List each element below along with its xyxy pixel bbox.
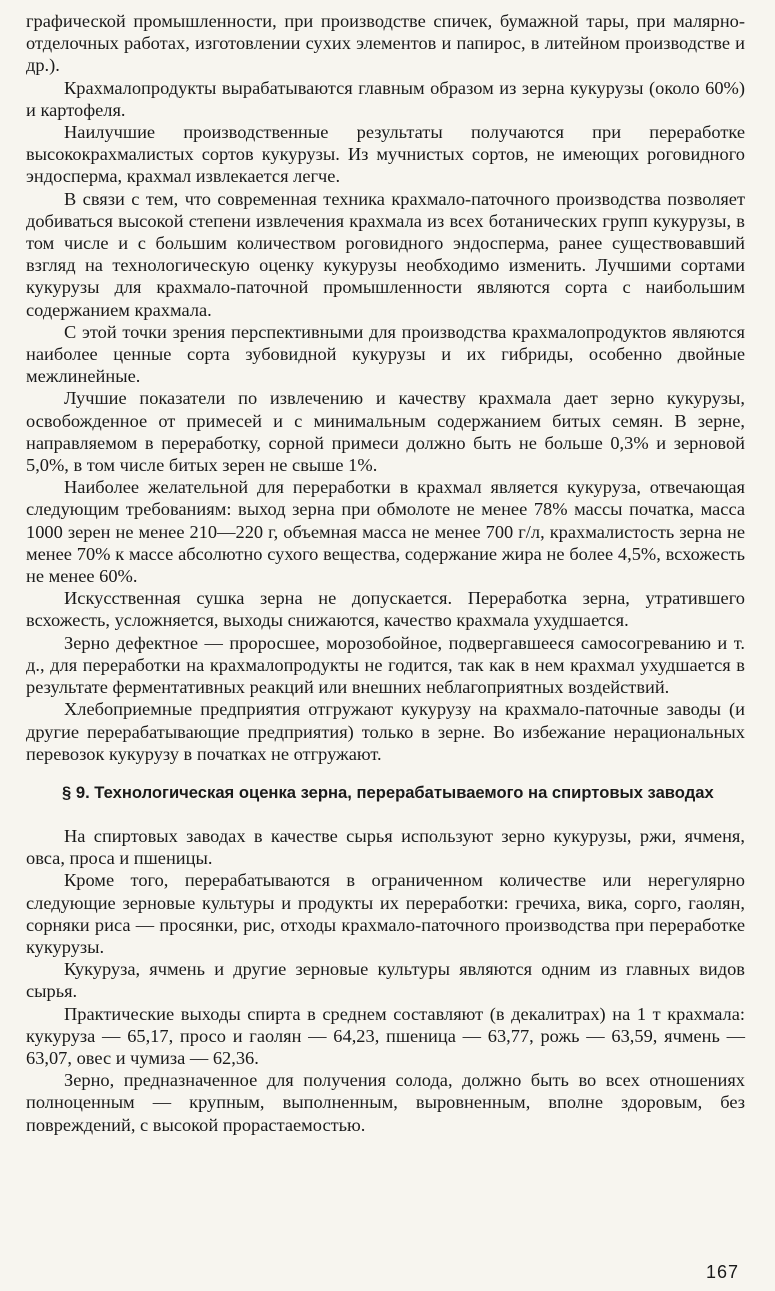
- paragraph: Крахмалопродукты вырабатываются главным образом из зерна кукурузы (около 60%) и картофеля.: [26, 77, 745, 120]
- paragraph: Лучшие показатели по извлечению и качеству крахмала дает зерно кукурузы, освобожденное от примесей и с минимальным содержанием битых семян. В зерне, направляемом в переработку, сорной примеси должно быть не больше 0,3% и зерновой 5,0%, в том числе битых зерен не свыше 1%.: [26, 388, 745, 476]
- paragraph: Кроме того, перерабатываются в ограниченном количестве или нерегулярно следующие зерновые культуры и продукты их переработки: гречиха, вика, сорго, гаолян, сорняки риса — просянки, рис, отходы крахмало-паточного производства при переработке кукурузы.: [26, 870, 745, 957]
- page-number: 167: [705, 1262, 739, 1282]
- paragraph: Наилучшие производственные результаты получаются при переработке высококрахмалистых сортов кукурузы. Из мучнистых сортов, не имеющих роговидного эндосперма, крахмал извлекается легче.: [26, 122, 745, 187]
- paragraph: Зерно, предназначенное для получения солода, должно быть во всех отношениях полноценным — крупным, выполненным, выровненным, вполне здоровым, без повреждений, с высокой прорастаемостью.: [26, 1070, 745, 1135]
- paragraph-continuation: графической промышленности, при производстве спичек, бумажной тары, при малярно-отделочных работах, изготовлении сухих элементов и папирос, в литейном производстве и др.).: [26, 11, 745, 76]
- paragraph: Зерно дефектное — проросшее, морозобойное, подвергавшееся самосогреванию и т. д., для переработки на крахмалопродукты не годится, так как в нем крахмал ухудшается в результате ферментативных реакций или внешних неблагоприятных воздействий.: [26, 632, 745, 698]
- paragraph: В связи с тем, что современная техника крахмало-паточного производства позволяет добиваться высокой степени извлечения крахмала из всех ботанических групп кукурузы, в том числе и с большим количеством роговидного эндосперма, ранее существовавший взгляд на технологическую оценку кукурузы необходимо изменить. Лучшими сортами кукурузы для крахмало-паточной промышленности являются сорта с наибольшим содержанием крахмала.: [26, 188, 745, 320]
- paragraph: С этой точки зрения перспективными для производства крахмалопродуктов являются наиболее ценные сорта зубовидной кукурузы и их гибриды, особенно двойные межлинейные.: [26, 321, 745, 387]
- paragraph: Наиболее желательной для переработки в крахмал является кукуруза, отвечающая следующим требованиям: выход зерна при обмолоте не менее 78% массы початка, масса 1000 зерен не менее 210—220 г, объемная масса не менее 700 г/л, крахмалистость зерна не менее 70% к массе абсолютно сухого вещества, содержание жира не более 4,5%, всхожесть не менее 60%.: [26, 477, 745, 587]
- paragraph: На спиртовых заводах в качестве сырья используют зерно кукурузы, ржи, ячменя, овса, проса и пшеницы.: [26, 825, 745, 869]
- paragraph: Практические выходы спирта в среднем составляют (в декалитрах) на 1 т крахмала: кукуруза — 65,17, просо и гаолян — 64,23, пшеница — 63,77, рожь — 63,59, ячмень — 63,07, овес и чумиза — 62,36.: [26, 1003, 745, 1068]
- paragraph: Кукуруза, ячмень и другие зерновые культуры являются одним из главных видов сырья.: [26, 959, 745, 1002]
- section-heading: § 9. Технологическая оценка зерна, перерабатываемого на спиртовых заводах: [62, 782, 714, 802]
- paragraph: Хлебоприемные предприятия отгружают кукурузу на крахмало-паточные заводы (и другие перерабатывающие предприятия) только в зерне. Во избежание нерациональных перевозок кукурузу в початках не отгружают.: [26, 699, 745, 764]
- paragraph: Искусственная сушка зерна не допускается. Переработка зерна, утратившего всхожесть, усложняется, выходы снижаются, качество крахмала ухудшается.: [26, 588, 745, 631]
